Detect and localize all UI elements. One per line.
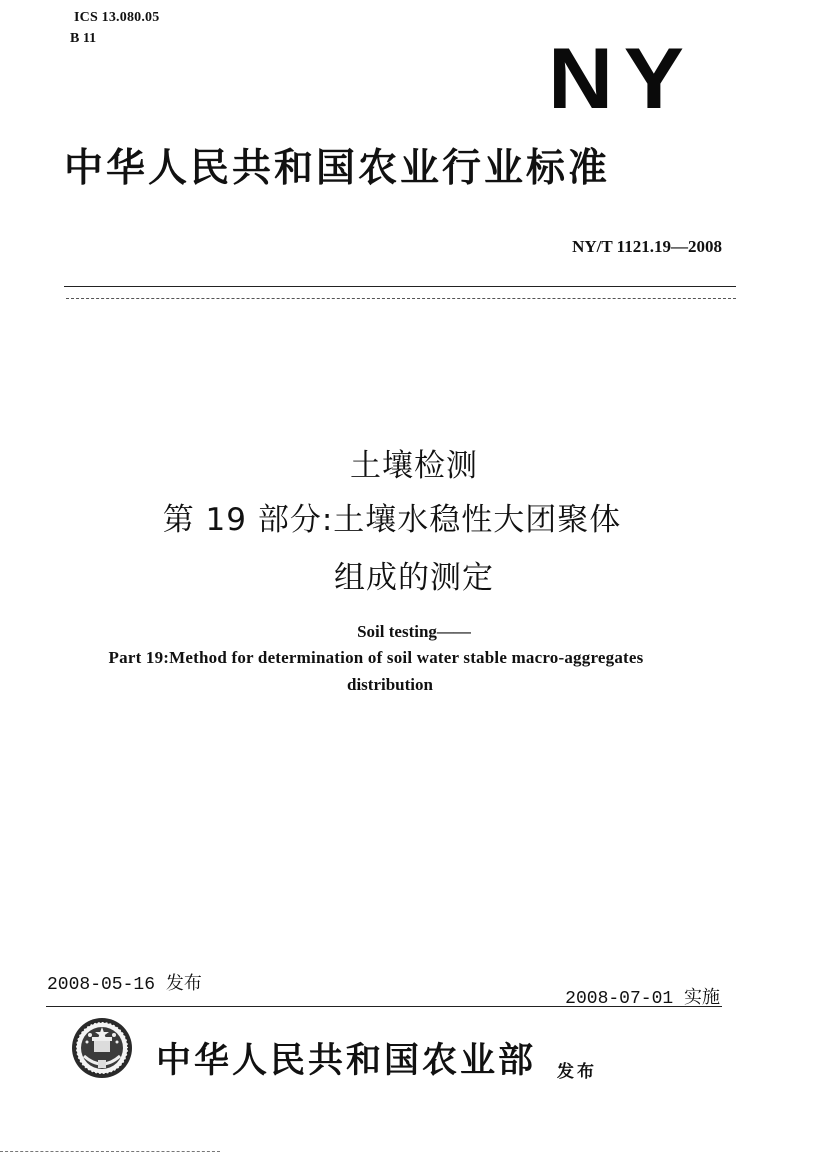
title-en-line3: distribution	[347, 675, 433, 694]
title-cn-line3: 组成的测定	[334, 560, 494, 596]
title-cn-line1: 土壤检测	[350, 448, 478, 484]
standard-category: 中华人民共和国农业行业标准	[64, 146, 611, 191]
footer-divider	[46, 1006, 722, 1007]
issue-date: 2008-05-16 发布	[47, 975, 202, 995]
title-en-line1: Soil testing——	[357, 622, 471, 641]
ny-logo: NY	[548, 31, 695, 127]
national-emblem-icon	[70, 1016, 134, 1080]
publisher-name: 中华人民共和国农业部	[156, 1041, 537, 1081]
ccs-code: B 11	[70, 31, 97, 46]
title-en-line2: Part 19:Method for determination of soil water stable macro-aggregates	[108, 648, 644, 667]
implementation-date: 2008-07-01 实施	[565, 989, 720, 1009]
standard-number: NY/T 1121.19—2008	[572, 237, 722, 256]
header-divider-secondary	[66, 298, 736, 299]
publish-label: 发布	[557, 1062, 597, 1082]
page-bottom-edge	[0, 1151, 220, 1152]
ics-code: ICS 13.080.05	[74, 10, 160, 25]
header-divider	[64, 286, 736, 287]
title-cn-line2: 第 19 部分:土壤水稳性大团聚体	[162, 502, 622, 538]
